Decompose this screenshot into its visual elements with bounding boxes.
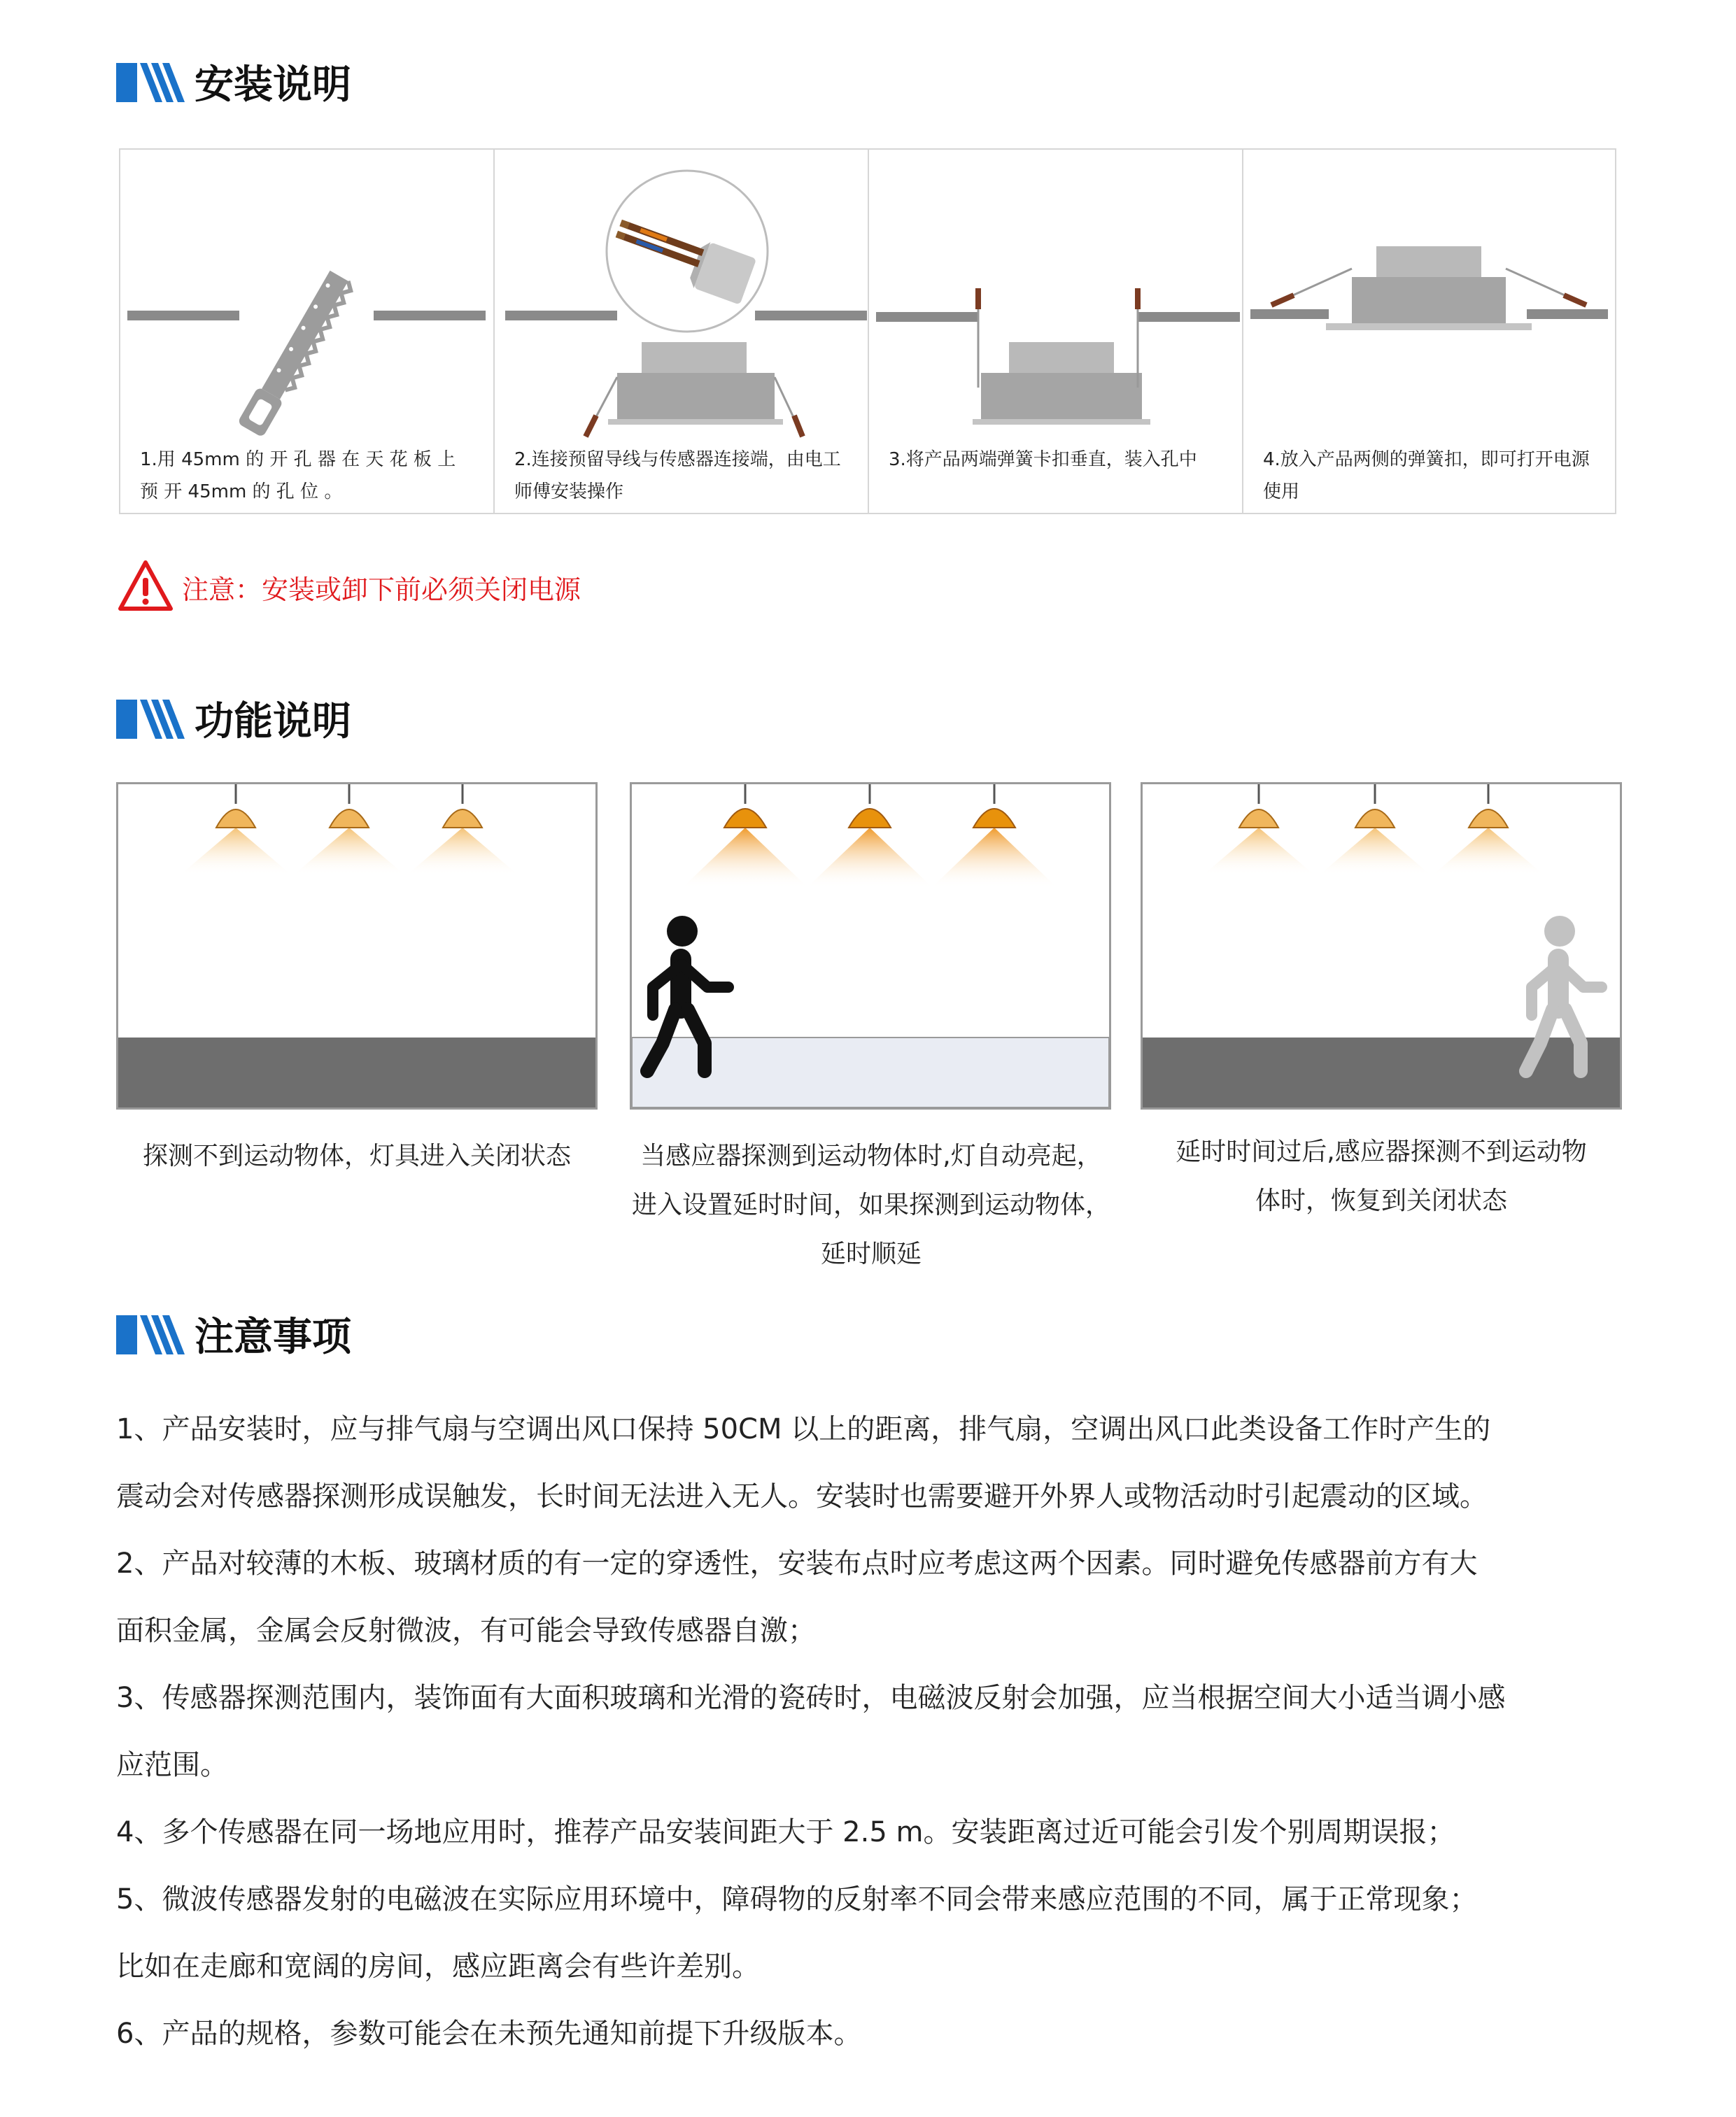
note-line: 6、产品的规格，参数可能会在未预先通知前提下升级版本。 [116,2018,862,2050]
scene-on [630,782,1111,1110]
pendant-lamp-icon [632,784,1109,1107]
install-step-4 [1243,150,1615,513]
cable-wire-icon [495,150,869,444]
blue-slash-marker-icon [116,697,186,742]
pendant-lamp-icon [1143,784,1620,1107]
install-step-3 [869,150,1243,513]
step-text: 4.放入产品两侧的弹簧扣，即可打开电源使用 [1263,449,1590,502]
step-text: 3.将产品两端弹簧卡扣垂直，装入孔中 [889,449,1197,470]
blue-slash-marker-icon [116,1312,186,1357]
caption-scene-off: 探测不到运动物体，灯具进入关闭状态 [142,1142,571,1170]
caption-scene-after: 延时时间过后,感应器探测不到运动物 体时，恢复到关闭状态 [1176,1138,1587,1215]
note-line: 面积金属，金属会反射微波，有可能会导致传感器自激； [116,1615,816,1647]
scene-off [116,782,598,1110]
blue-slash-marker-icon [116,60,186,105]
caption-scene-on: 当感应器探测到运动物体时,灯自动亮起， 进入设置延时时间，如果探测到运动物体， 延时顺延 [631,1142,1110,1268]
spring-clip-icon [869,150,1243,444]
note-line: 应范围。 [116,1749,228,1781]
note-line: 3、传感器探测范围内，装饰面有大面积玻璃和光滑的瓷砖时，电磁波反射会加强，应当根据空间大小适当调小感 [116,1682,1506,1714]
warning-triangle-icon [118,560,174,611]
warning-text: 注意：安装或卸下前必须关闭电源 [182,574,581,605]
step-text: 2.连接预留导线与传感器连接端，由电工师傅安装操作 [514,449,841,502]
scene-off-after-delay [1141,782,1622,1110]
warning-notice [118,560,581,611]
section-title: 功能说明 [195,699,351,744]
pendant-lamp-icon [118,784,595,1107]
note-line: 2、产品对较薄的木板、玻璃材质的有一定的穿透性，安装布点时应考虑这两个因素。同时避免传感器前方有大 [116,1548,1478,1580]
installed-fixture-icon [1243,150,1615,444]
note-line: 震动会对传感器探测形成误触发，长时间无法进入无人。安装时也需要避开外界人或物活动时引起震动的区域。 [116,1480,1488,1513]
note-line: 比如在走廊和宽阔的房间，感应距离会有些许差别。 [116,1950,760,1983]
note-line: 4、多个传感器在同一场地应用时，推荐产品安装间距大于 2.5 m。安装距离过近可能会引发个别周期误报； [116,1816,1455,1848]
section-title: 注意事项 [195,1315,351,1360]
install-step-1 [120,150,495,513]
section-title: 安装说明 [195,62,351,108]
note-line: 5、微波传感器发射的电磁波在实际应用环境中，障碍物的反射率不同会带来感应范围的不同，属于正常现象； [116,1883,1478,1916]
note-line: 1、产品安装时，应与排气扇与空调出风口保持 50CM 以上的距离，排气扇，空调出风口此类设备工作时产生的 [116,1413,1491,1445]
install-step-2 [495,150,869,513]
step-text: 1.用 45mm 的 开 孔 器 在 天 花 板 上 预 开 45mm 的 孔 位 。 [140,449,456,502]
hand-saw-icon [120,150,495,444]
installation-steps [119,148,1616,514]
